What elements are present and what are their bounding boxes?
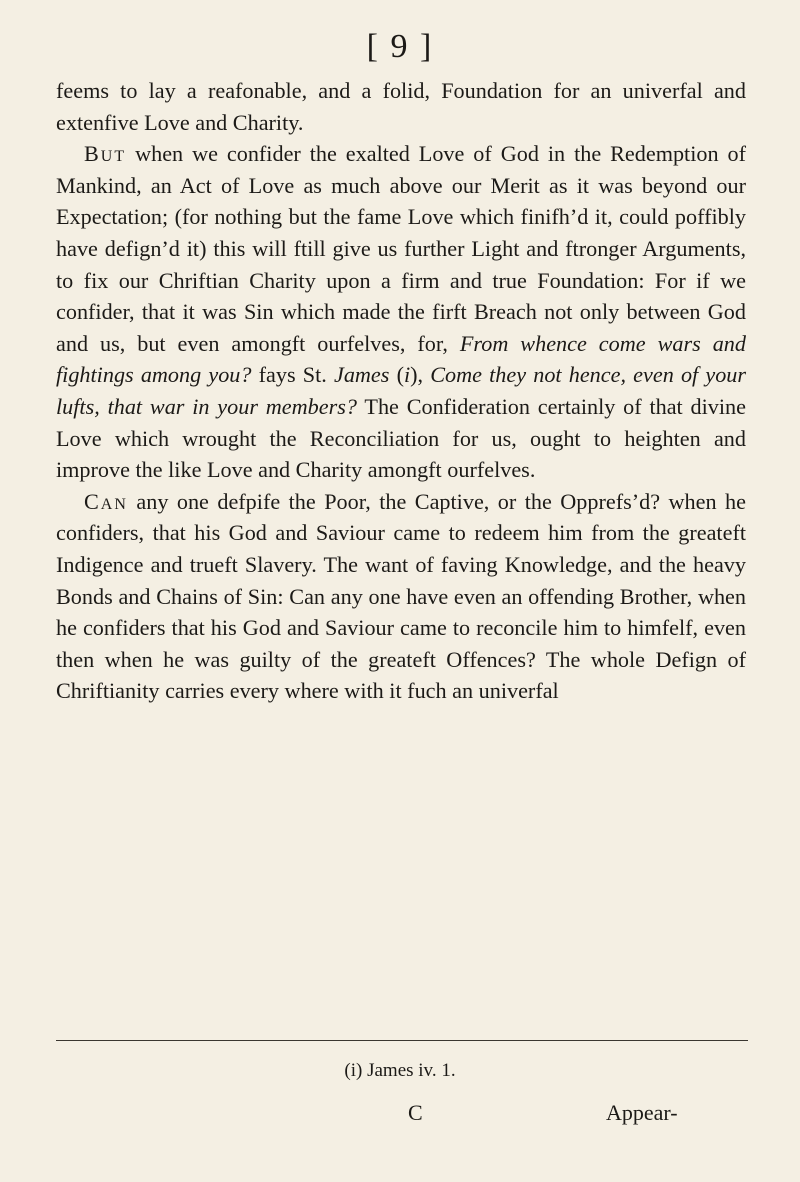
text-span: any one defpife the Poor, the Captive, or the Opprefs’d? when he confiders, that his God and Saviour came to redeem him from the greateft Indigence and trueft Slavery. The want of faving Knowledge, and the heavy Bonds and Chains of Sin: Can any one have even an offending Brother, when he confiders that his God and Saviour came to reconcile him to himfelf, even then when he was guilty of the greateft Offences? The whole Defign of Chriftianity carries every where with it fuch an univerfal bbox=[56, 488, 746, 704]
paragraph bbox=[56, 75, 746, 138]
paragraph bbox=[56, 138, 746, 486]
signature-mark: C bbox=[408, 1100, 423, 1125]
footnote-rule bbox=[56, 1040, 748, 1041]
body-text bbox=[56, 75, 746, 707]
paragraph bbox=[56, 486, 746, 707]
text-span: ), bbox=[410, 362, 431, 388]
catchword: Appear- bbox=[606, 1100, 678, 1125]
text-span: The Confideration certainly of that divine Love which wrought the Reconciliation for us, ought to heighten and improve the like Love and Charity amongft ourfelves. bbox=[56, 393, 746, 483]
italic-span: i bbox=[403, 362, 411, 388]
text-span: fays St. bbox=[251, 362, 334, 388]
footnote: (i) James iv. 1. bbox=[344, 1060, 456, 1081]
italic-span: Come they not hence, even of your lufts, that war in your members? bbox=[56, 362, 747, 419]
small-caps-span: Can bbox=[84, 488, 128, 514]
italic-span: From whence come wars and fightings among you? bbox=[56, 330, 746, 388]
page-number-header: [ 9 ] bbox=[366, 28, 434, 65]
text-span: when we confider the exalted Love of God in the Redemption of Mankind, an Act of Love as much above our Merit as it was beyond our Expectation; (for nothing but the fame Love which finifh’d it, could poffibly have defign’d it) this will ftill give us further Light and ftronger Arguments, to fix our Chriftian Charity upon a firm and true Foundation: For if we confider, that it was Sin which made the firft Breach not only between God and us, but even amongft ourfelves, for, bbox=[56, 141, 746, 356]
text-span: feems to lay a reafonable, and a folid, Foundation for an univerfal and extenfive Love and Charity. bbox=[56, 78, 746, 135]
italic-span: James bbox=[333, 362, 390, 388]
text-span: ( bbox=[389, 362, 404, 388]
small-caps-span: But bbox=[84, 141, 127, 167]
